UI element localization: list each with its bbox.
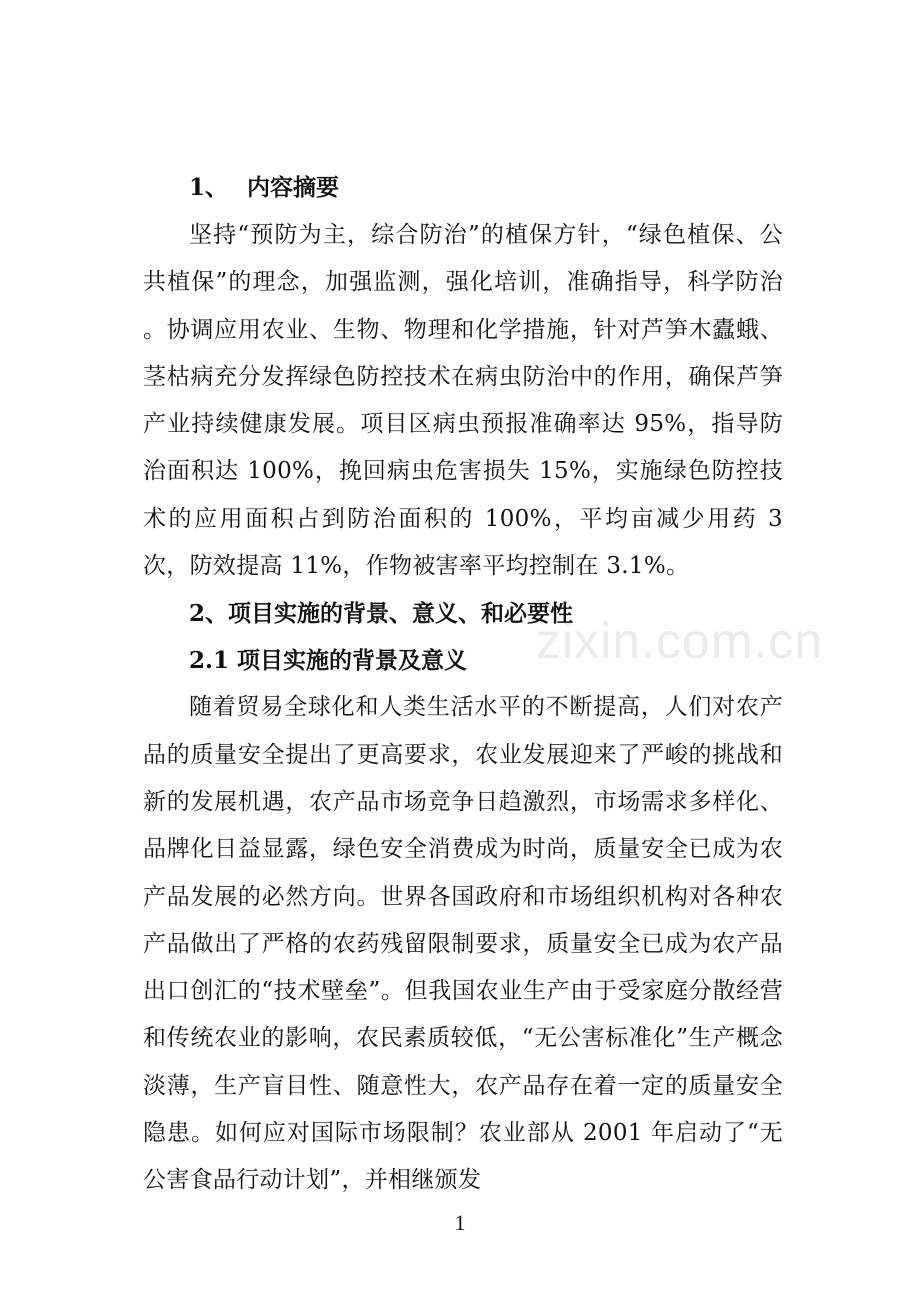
summary-paragraph: 坚持“预防为主，综合防治”的植保方针，“绿色植保、公共植保”的理念，加强监测，强化培训，准确指导，科学防治 。协调应用农业、生物、物理和化学措施，针对芦笋木蠹蛾、茎枯病充分发挥绿色防控技术在病虫防治中的作用，确保芦笋产业持续健康发展。项目区病虫预报准确率达 95%，指导防治面积达 100%，挽回病虫危害损失 15%，实施绿色防控技术的应用面积占到防治面积的 100%，平均亩减少用药 3 次，防效提高 11%，作物被害率平均控制在 3.1%。 <box>143 222 783 580</box>
section-2-heading: 2、项目实施的背景、意义、和必要性 <box>189 600 574 628</box>
section-2-1-heading: 2.1 项目实施的背景及意义 <box>189 647 468 675</box>
section-1-heading <box>143 163 783 212</box>
background-paragraph: 随着贸易全球化和人类生活水平的不断提高，人们对农产品的质量安全提出了更高要求，农业发展迎来了严峻的挑战和新的发展机遇，农产品市场竞争日趋激烈，市场需求多样化、品牌化日益显露，绿色安全消费成为时尚，质量安全已成为农产品发展的必然方向。世界各国政府和市场组织机构对各种农产品做出了严格的农药残留限制要求，质量安全已成为农产品出口创汇的“技术壁垒”。但我国农业生产由于受家庭分散经营和传统农业的影响，农民素质较低，“无公害标准化”生产概念淡薄，生产盲目性、随意性大，农产品存在着一定的质量安全隐患。如何应对国际市场限制？农业部从 2001 年启动了“无公害食品行动计划”，并相继颁发 <box>143 694 783 1194</box>
section-1-number: 1、 <box>189 174 229 201</box>
section-1-title: 内容摘要 <box>247 174 339 201</box>
page-number: 1 <box>454 1210 466 1235</box>
watermark: zixin.com.cn <box>536 613 824 669</box>
document-body <box>143 163 783 1205</box>
